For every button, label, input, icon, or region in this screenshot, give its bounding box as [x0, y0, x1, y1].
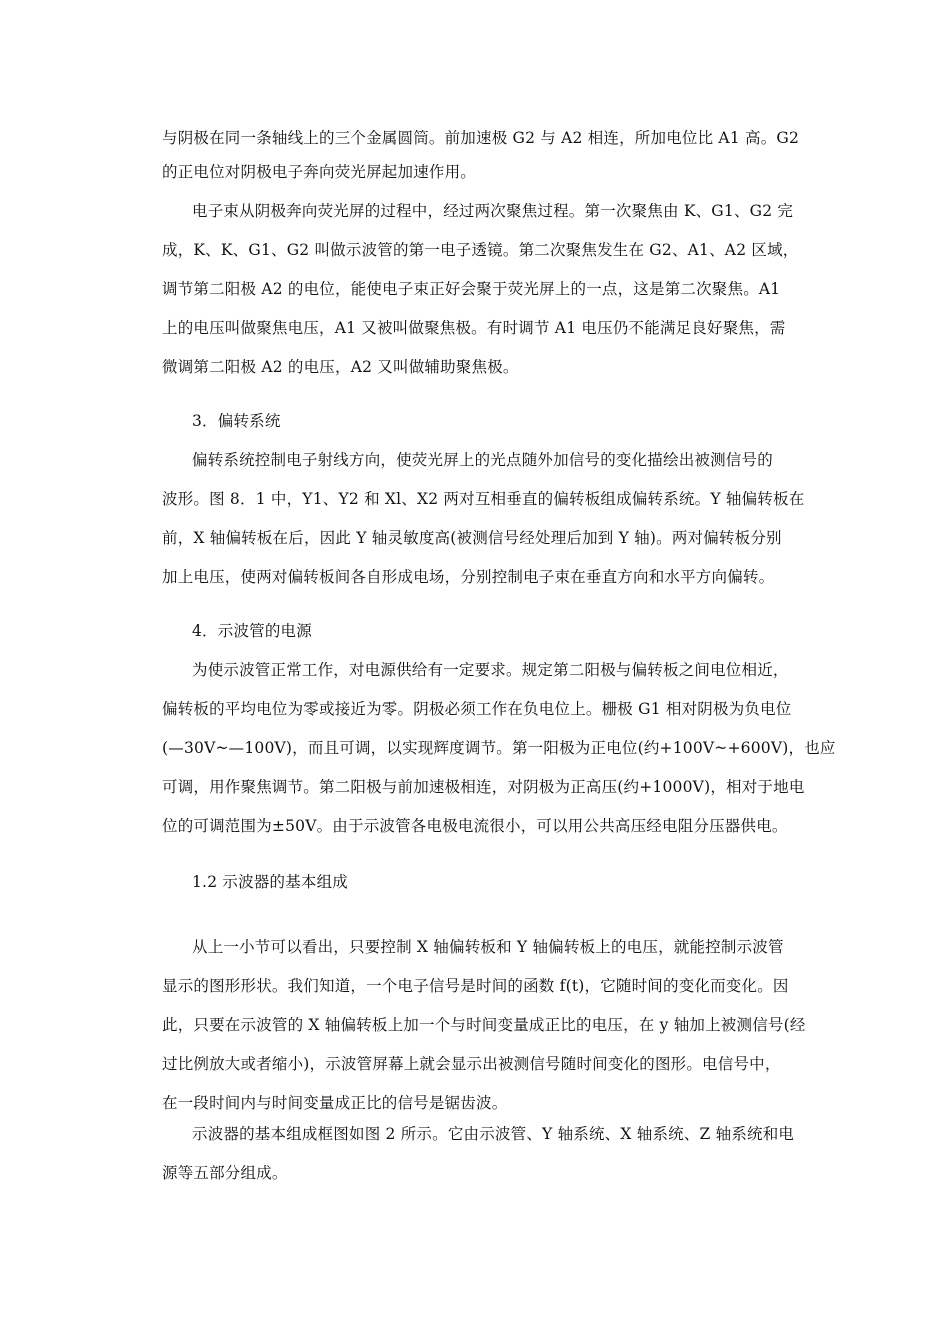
section-heading: 1.2 示波器的基本组成: [192, 873, 348, 891]
paragraph-line: 上的电压叫做聚焦电压，A1 又被叫做聚焦极。有时调节 A1 电压仍不能满足良好聚焦，需: [162, 319, 786, 337]
paragraph-line: 加上电压，使两对偏转板间各自形成电场，分别控制电子束在垂直方向和水平方向偏转。: [162, 568, 775, 586]
paragraph-line: 与阴极在同一条轴线上的三个金属圆筒。前加速极 G2 与 A2 相连，所加电位比 A1 高。G2: [162, 129, 800, 147]
paragraph-line: 偏转系统控制电子射线方向，使荧光屏上的光点随外加信号的变化描绘出被测信号的: [192, 451, 773, 469]
paragraph-line: 波形。图 8．1 中，Y1、Y2 和 Xl、X2 两对互相垂直的偏转板组成偏转系统。Y 轴偏转板在: [162, 490, 805, 508]
paragraph-line: 此，只要在示波管的 X 轴偏转板上加一个与时间变量成正比的电压，在 y 轴加上被测信号(经: [162, 1016, 806, 1034]
paragraph-line: 的正电位对阴极电子奔向荧光屏起加速作用。: [162, 163, 477, 181]
section-heading: 3．偏转系统: [192, 412, 281, 430]
paragraph-line: 位的可调范围为±50V。由于示波管各电极电流很小，可以用公共高压经电阻分压器供电。: [162, 817, 788, 835]
paragraph-line: 偏转板的平均电位为零或接近为零。阴极必须工作在负电位上。栅极 G1 相对阴极为负电位: [162, 700, 792, 718]
paragraph-line: 前，X 轴偏转板在后，因此 Y 轴灵敏度高(被测信号经处理后加到 Y 轴)。两对偏转板分别: [162, 529, 782, 547]
paragraph-line: 可调，用作聚焦调节。第二阳极与前加速极相连，对阴极为正高压(约+1000V)，相对于地电: [162, 778, 805, 796]
paragraph-line: 示波器的基本组成框图如图 2 所示。它由示波管、Y 轴系统、X 轴系统、Z 轴系统和电: [192, 1125, 795, 1143]
paragraph-line: 源等五部分组成。: [162, 1164, 288, 1182]
paragraph-line: 在一段时间内与时间变量成正比的信号是锯齿波。: [162, 1094, 508, 1112]
paragraph-line: 显示的图形形状。我们知道，一个电子信号是时间的函数 f(t)，它随时间的变化而变化。因: [162, 977, 789, 995]
paragraph-line: 调节第二阳极 A2 的电位，能使电子束正好会聚于荧光屏上的一点，这是第二次聚焦。A1: [162, 280, 781, 298]
paragraph-line: 成，K、K、G1、G2 叫做示波管的第一电子透镜。第二次聚焦发生在 G2、A1、A2 区域，: [162, 241, 799, 259]
paragraph-line: 从上一小节可以看出，只要控制 X 轴偏转板和 Y 轴偏转板上的电压，就能控制示波管: [192, 938, 784, 956]
paragraph-line: 过比例放大或者缩小)，示波管屏幕上就会显示出被测信号随时间变化的图形。电信号中，: [162, 1055, 781, 1073]
paragraph-line: (—30V~—100V)，而且可调，以实现辉度调节。第一阳极为正电位(约+100V~+600V)，也应: [162, 739, 836, 757]
paragraph-line: 电子束从阴极奔向荧光屏的过程中，经过两次聚焦过程。第一次聚焦由 K、G1、G2 完: [192, 202, 794, 220]
section-heading: 4．示波管的电源: [192, 622, 312, 640]
paragraph-line: 为使示波管正常工作，对电源供给有一定要求。规定第二阳极与偏转板之间电位相近，: [192, 661, 789, 679]
paragraph-line: 微调第二阳极 A2 的电压，A2 又叫做辅助聚焦极。: [162, 358, 519, 376]
